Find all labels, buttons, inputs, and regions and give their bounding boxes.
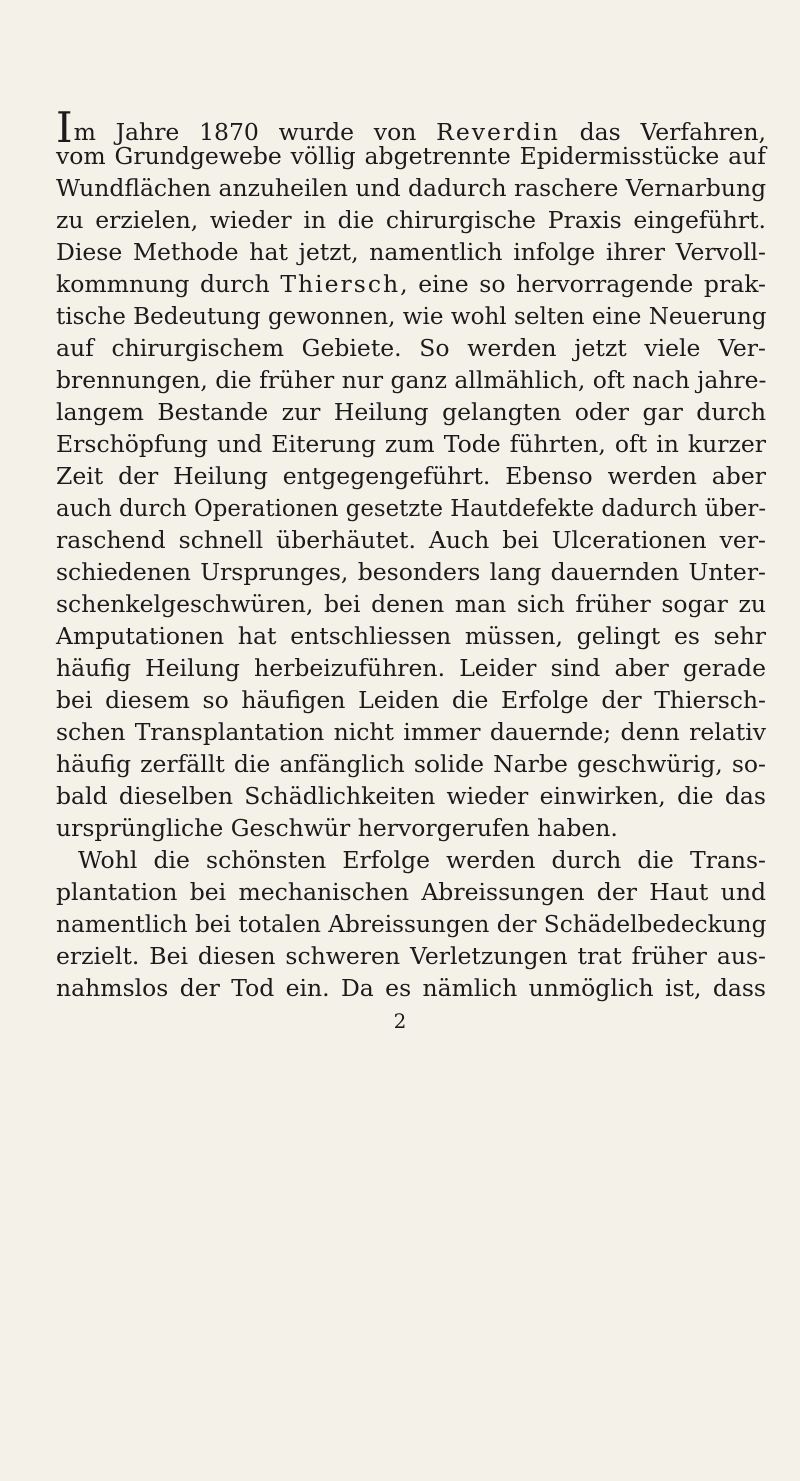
text-line-19: bei diesem so häufigen Leiden die Erfolge der Thiersch- [56,686,766,714]
text-line-23: ursprüngliche Geschwür hervorgerufen haben. [56,814,618,842]
text-line-26: namentlich bei totalen Abreissungen der Schädelbedeckung [56,910,767,938]
text-line-20: schen Transplantation nicht immer dauernde; denn relativ [56,718,766,746]
text-line-14: raschend schnell überhäutet. Auch bei Ulcerationen ver- [56,526,766,554]
text-line-4: zu erzielen, wieder in die chirurgische Praxis eingeführt. [56,206,766,234]
text-line-21: häufig zerfällt die anfänglich solide Narbe geschwürig, so- [56,750,766,778]
text-line-1: Im Jahre 1870 wurde von Reverdin das Verfahren, [56,103,766,152]
text-line-2: vom Grundgewebe völlig abgetrennte Epidermisstücke auf [56,142,766,170]
text-line-6: kommnung durch Thiersch, eine so hervorragende prak- [56,270,766,298]
text-line-24: Wohl die schönsten Erfolge werden durch die Trans- [78,846,766,874]
text-line-9: brennungen, die früher nur ganz allmählich, oft nach jahre- [56,366,767,394]
text-line-18: häufig Heilung herbeizuführen. Leider sind aber gerade [56,654,766,682]
text-line-10: langem Bestande zur Heilung gelangten oder gar durch [56,398,766,426]
text-line-11: Erschöpfung und Eiterung zum Tode führten, oft in kurzer [56,430,766,458]
text-line-7: tische Bedeutung gewonnen, wie wohl selten eine Neuerung [56,302,767,330]
text-line-25: plantation bei mechanischen Abreissungen der Haut und [56,878,766,906]
text-line-13: auch durch Operationen gesetzte Hautdefekte dadurch über- [56,494,767,522]
author-name-thiersch: Thiersch [280,270,401,298]
text-line-22: bald dieselben Schädlichkeiten wieder einwirken, die das [56,782,766,810]
text-line-27: erzielt. Bei diesen schweren Verletzungen trat früher aus- [56,942,766,970]
text-line-16: schenkelgeschwüren, bei denen man sich früher sogar zu [56,590,766,618]
page-number: 2 [393,1009,407,1033]
text-line-15: schiedenen Ursprunges, besonders lang dauernden Unter- [56,558,766,586]
text-line-17: Amputationen hat entschliessen müssen, gelingt es sehr [56,622,766,650]
text-line-5: Diese Methode hat jetzt, namentlich infolge ihrer Vervoll- [56,238,766,266]
text-line-12: Zeit der Heilung entgegengeführt. Ebenso werden aber [56,462,766,490]
text-line-8: auf chirurgischem Gebiete. So werden jetzt viele Ver- [56,334,766,362]
text-line-28: nahmslos der Tod ein. Da es nämlich unmöglich ist, dass [56,974,766,1002]
text-line-3: Wundflächen anzuheilen und dadurch raschere Vernarbung [56,174,767,202]
initial-letter: I [56,103,73,152]
author-name-reverdin: Reverdin [436,118,560,146]
